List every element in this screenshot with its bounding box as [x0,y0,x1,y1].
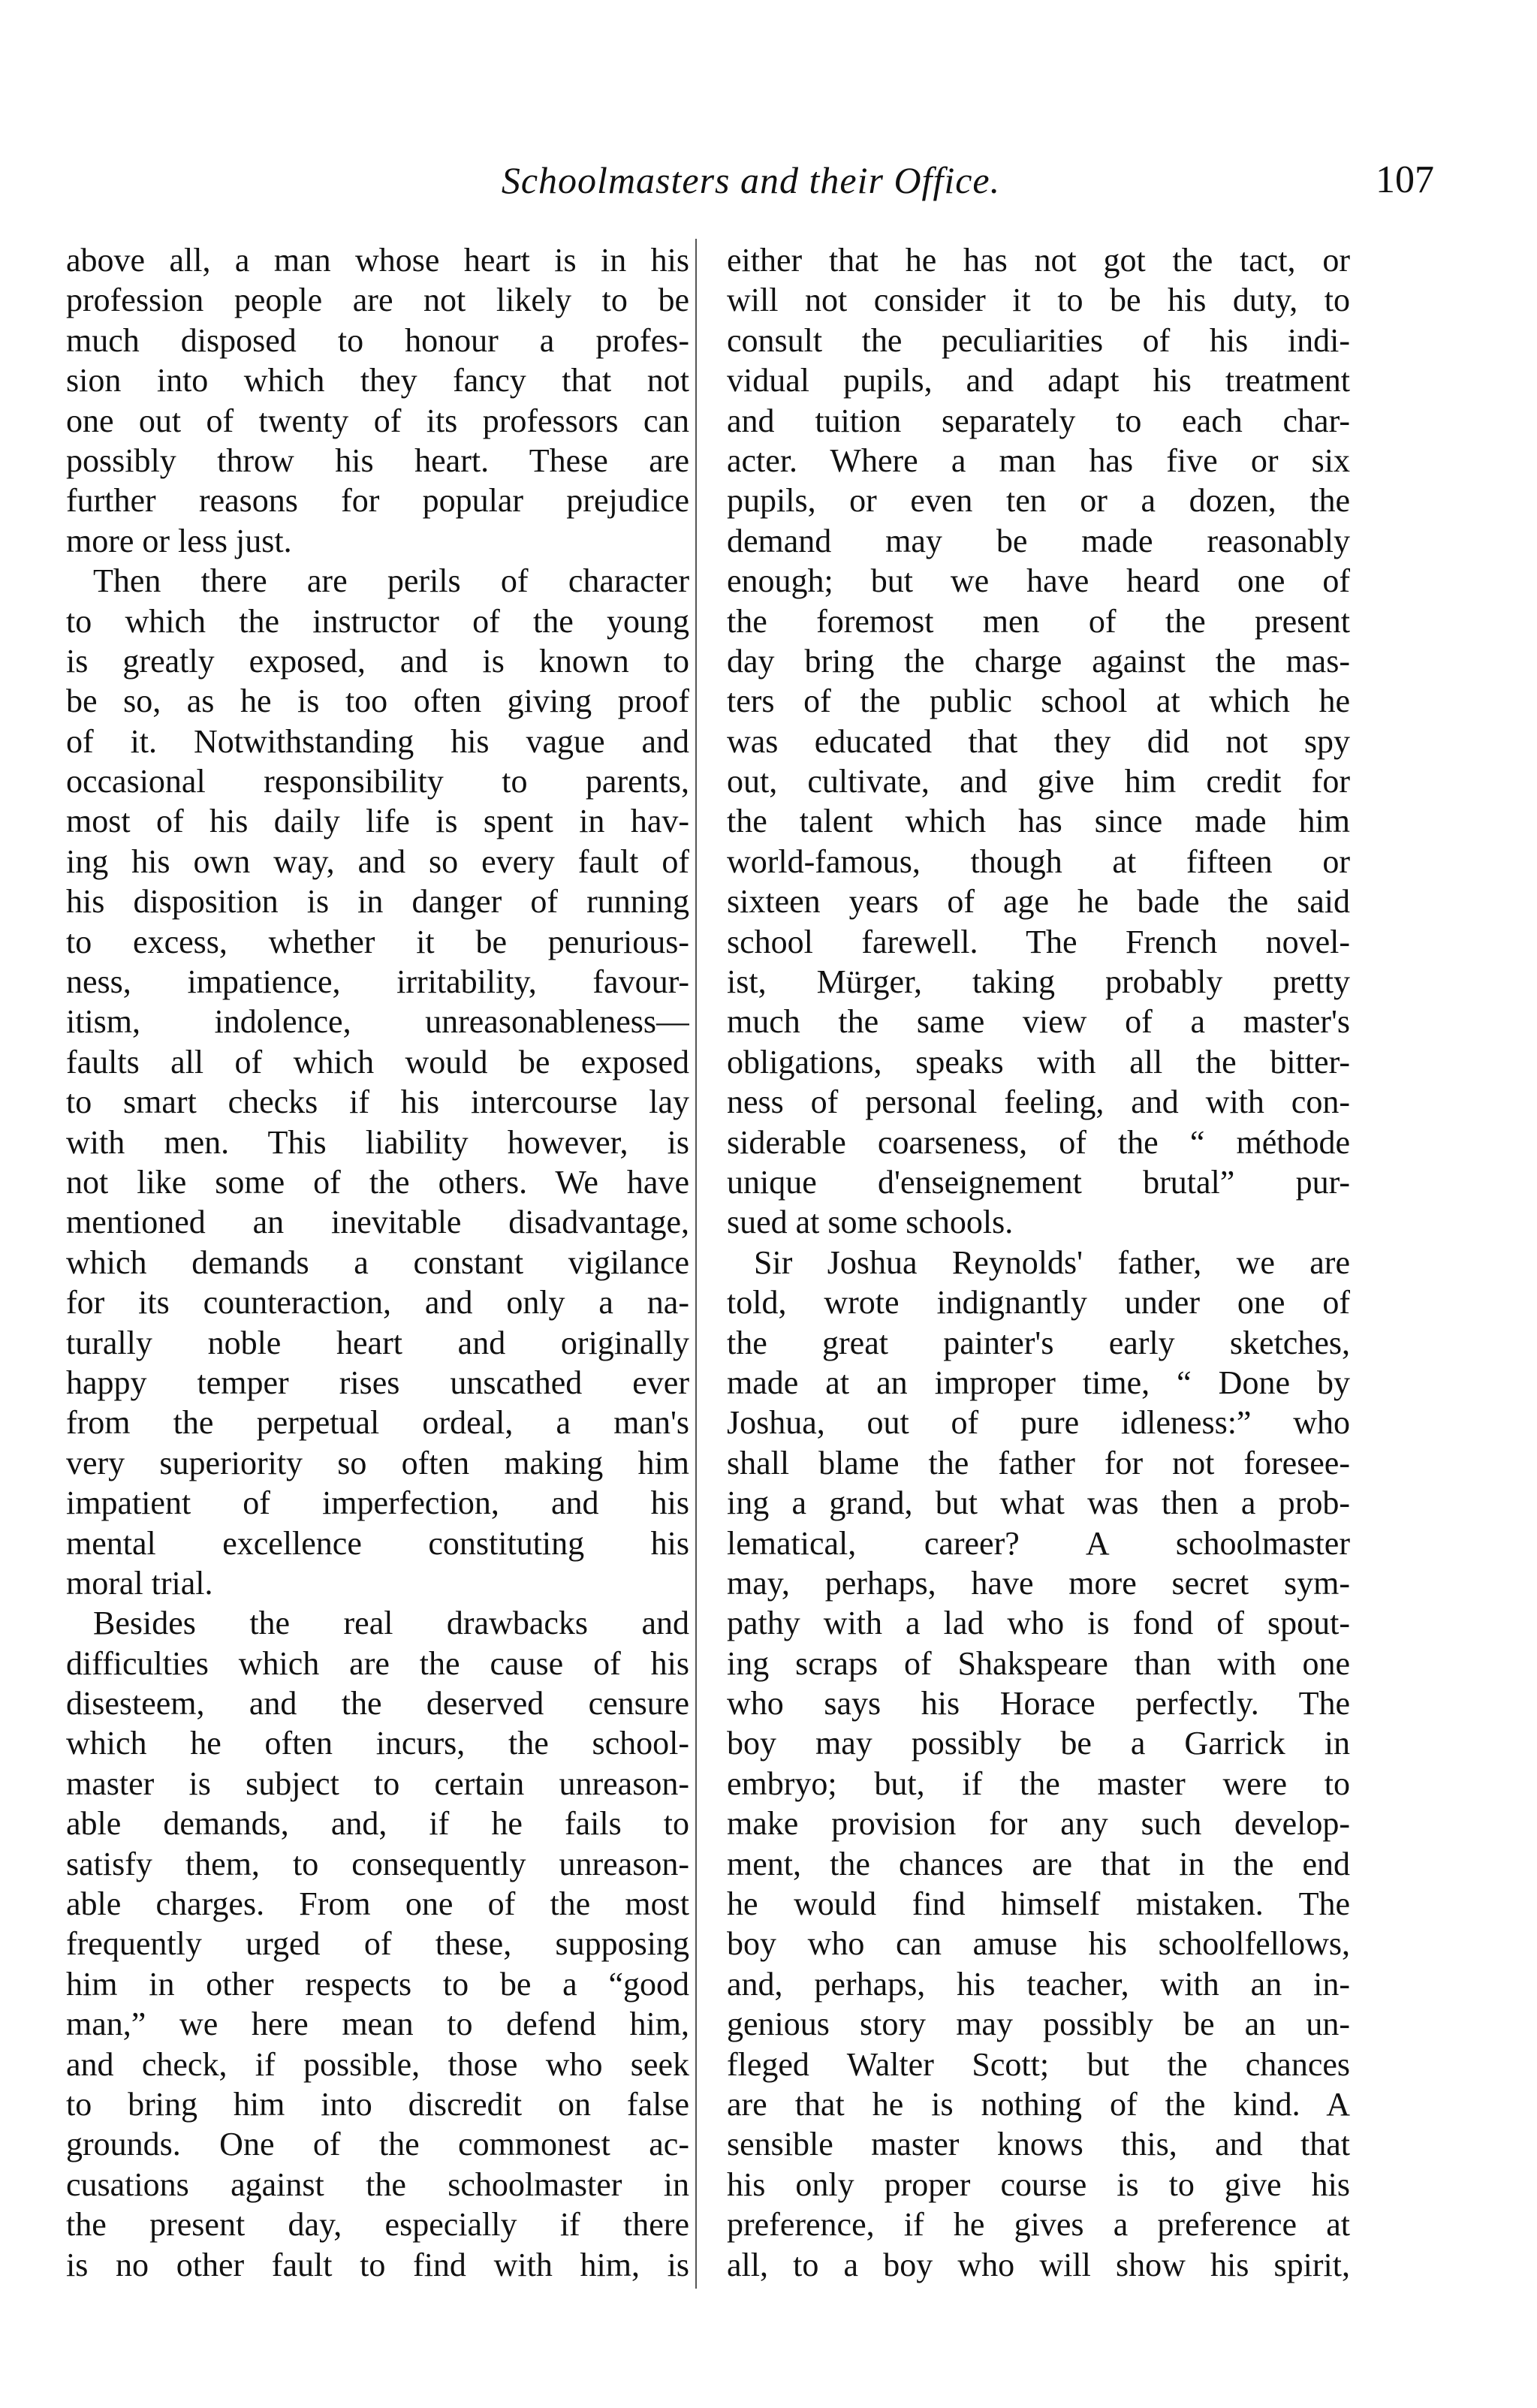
text-line: ing a grand, but what was then a prob- [727,1484,1350,1522]
text-line: unique d'enseignement brutal” pur- [727,1163,1350,1201]
text-line: ist, Mürger, taking probably pretty [727,963,1350,1001]
text-line: the present day, especially if there [66,2206,689,2244]
text-line: sion into which they fancy that not [66,362,689,399]
text-line: faults all of which would be exposed [66,1043,689,1080]
text-line: and tuition separately to each char- [727,402,1350,439]
text-line: out, cultivate, and give him credit for [727,763,1350,800]
text-line: and, perhaps, his teacher, with an in- [727,1965,1350,2003]
text-line: Joshua, out of pure idleness:” who [727,1404,1350,1442]
text-line: boy may possibly be a Garrick in [727,1725,1350,1762]
column-divider [695,239,697,2289]
text-line: master is subject to certain unreason- [66,1765,689,1802]
text-line: make provision for any such develop- [727,1805,1350,1843]
text-line: told, wrote indignantly under one of [727,1284,1350,1322]
text-line: genious story may possibly be an un- [727,2006,1350,2043]
text-line: happy temper rises unscathed ever [66,1364,689,1401]
text-line: one out of twenty of its professors can [66,402,689,439]
text-line: sensible master knows this, and that [727,2126,1350,2163]
text-line: enough; but we have heard one of [727,562,1350,600]
text-line: all, to a boy who will show his spirit, [727,2246,1350,2283]
text-line: demand may be made reasonably [727,522,1350,559]
text-line: to which the instructor of the young [66,602,689,640]
text-line: embryo; but, if the master were to [727,1765,1350,1802]
text-line: lematical, career? A schoolmaster [727,1524,1350,1562]
text-line: who says his Horace perfectly. The [727,1685,1350,1722]
text-line: possibly throw his heart. These are [66,442,689,479]
text-line: grounds. One of the commonest ac- [66,2126,689,2163]
text-line: siderable coarseness, of the “ méthode [727,1123,1350,1161]
text-line: the great painter's early sketches, [727,1324,1350,1361]
text-line: he would find himself mistaken. The [727,1885,1350,1923]
text-line: able charges. From one of the most [66,1885,689,1923]
text-line: his only proper course is to give his [727,2165,1350,2203]
text-line: to bring him into discredit on false [66,2085,689,2123]
text-line: ness of personal feeling, and with con- [727,1083,1350,1121]
text-line: ing his own way, and so every fault of [66,842,689,880]
text-line: which he often incurs, the school- [66,1725,689,1762]
text-line: his disposition is in danger of running [66,883,689,921]
text-line: was educated that they did not spy [727,722,1350,760]
page-number: 107 [1376,158,1434,201]
text-line: sued at some schools. [727,1204,1014,1241]
left-column [66,240,689,2285]
text-line: difficulties which are the cause of his [66,1644,689,1682]
text-line: cusations against the schoolmaster in [66,2165,689,2203]
running-head [68,154,1434,222]
text-line: to excess, whether it be penurious- [66,923,689,960]
text-line: day bring the charge against the mas- [727,642,1350,680]
text-line: ters of the public school at which he [727,683,1350,720]
text-line: ness, impatience, irritability, favour- [66,963,689,1001]
text-line: sixteen years of age he bade the said [727,883,1350,921]
text-line: very superiority so often making him [66,1444,689,1481]
text-line: frequently urged of these, supposing [66,1925,689,1963]
text-line: world-famous, though at fifteen or [727,842,1350,880]
text-line: is greatly exposed, and is known to [66,642,689,680]
text-line: mentioned an inevitable disadvantage, [66,1204,689,1241]
text-line: and check, if possible, those who seek [66,2045,689,2083]
text-line: may, perhaps, have more secret sym- [727,1564,1350,1602]
text-line: much the same view of a master's [727,1003,1350,1041]
text-line: Then there are perils of character [93,562,689,600]
text-line: pupils, or even ten or a dozen, the [727,482,1350,520]
text-line: ing scraps of Shakspeare than with one [727,1644,1350,1682]
text-line: not like some of the others. We have [66,1163,689,1201]
text-line: to smart checks if his intercourse lay [66,1083,689,1121]
running-title: Schoolmasters and their Office. [501,159,1001,201]
text-line: be so, as he is too often giving proof [66,683,689,720]
text-line: him in other respects to be a “good [66,1965,689,2003]
text-line: impatient of imperfection, and his [66,1484,689,1522]
text-line: which demands a constant vigilance [66,1243,689,1281]
text-line: will not consider it to be his duty, to [727,282,1350,319]
text-line: moral trial. [66,1564,213,1602]
text-line: above all, a man whose heart is in his [66,242,689,279]
text-line: most of his daily life is spent in hav- [66,803,689,840]
text-line: the talent which has since made him [727,803,1350,840]
text-line: further reasons for popular prejudice [66,482,689,520]
text-line: acter. Where a man has five or six [727,442,1350,479]
text-line: Besides the real drawbacks and [93,1605,689,1642]
text-line: much disposed to honour a profes- [66,321,689,359]
text-line: turally noble heart and originally [66,1324,689,1361]
text-line: vidual pupils, and adapt his treatment [727,362,1350,399]
text-line: shall blame the father for not foresee- [727,1444,1350,1481]
text-line: itism, indolence, unreasonableness— [66,1003,689,1041]
text-line: occasional responsibility to parents, [66,763,689,800]
text-line: is no other fault to find with him, is [66,2246,689,2283]
text-line: with men. This liability however, is [66,1123,689,1161]
text-line: pathy with a lad who is fond of spout- [727,1605,1350,1642]
text-line: either that he has not got the tact, or [727,242,1350,279]
text-line: the foremost men of the present [727,602,1350,640]
text-line: school farewell. The French novel- [727,923,1350,960]
text-line: ment, the chances are that in the end [727,1845,1350,1882]
text-line: for its counteraction, and only a na- [66,1284,689,1322]
text-line: man,” we here mean to defend him, [66,2006,689,2043]
text-line: disesteem, and the deserved censure [66,1685,689,1722]
text-line: satisfy them, to consequently unreason- [66,1845,689,1882]
text-line: consult the peculiarities of his indi- [727,321,1350,359]
text-line: boy who can amuse his schoolfellows, [727,1925,1350,1963]
text-line: preference, if he gives a preference at [727,2206,1350,2244]
text-line: obligations, speaks with all the bitter- [727,1043,1350,1080]
text-line: mental excellence constituting his [66,1524,689,1562]
text-line: made at an improper time, “ Done by [727,1364,1350,1401]
text-line: Sir Joshua Reynolds' father, we are [754,1243,1350,1281]
text-line: are that he is nothing of the kind. A [727,2085,1350,2123]
text-line: profession people are not likely to be [66,282,689,319]
text-line: of it. Notwithstanding his vague and [66,722,689,760]
right-column [727,240,1350,2285]
text-line: more or less just. [66,522,292,559]
text-line: from the perpetual ordeal, a man's [66,1404,689,1442]
text-line: able demands, and, if he fails to [66,1805,689,1843]
text-line: fleged Walter Scott; but the chances [727,2045,1350,2083]
